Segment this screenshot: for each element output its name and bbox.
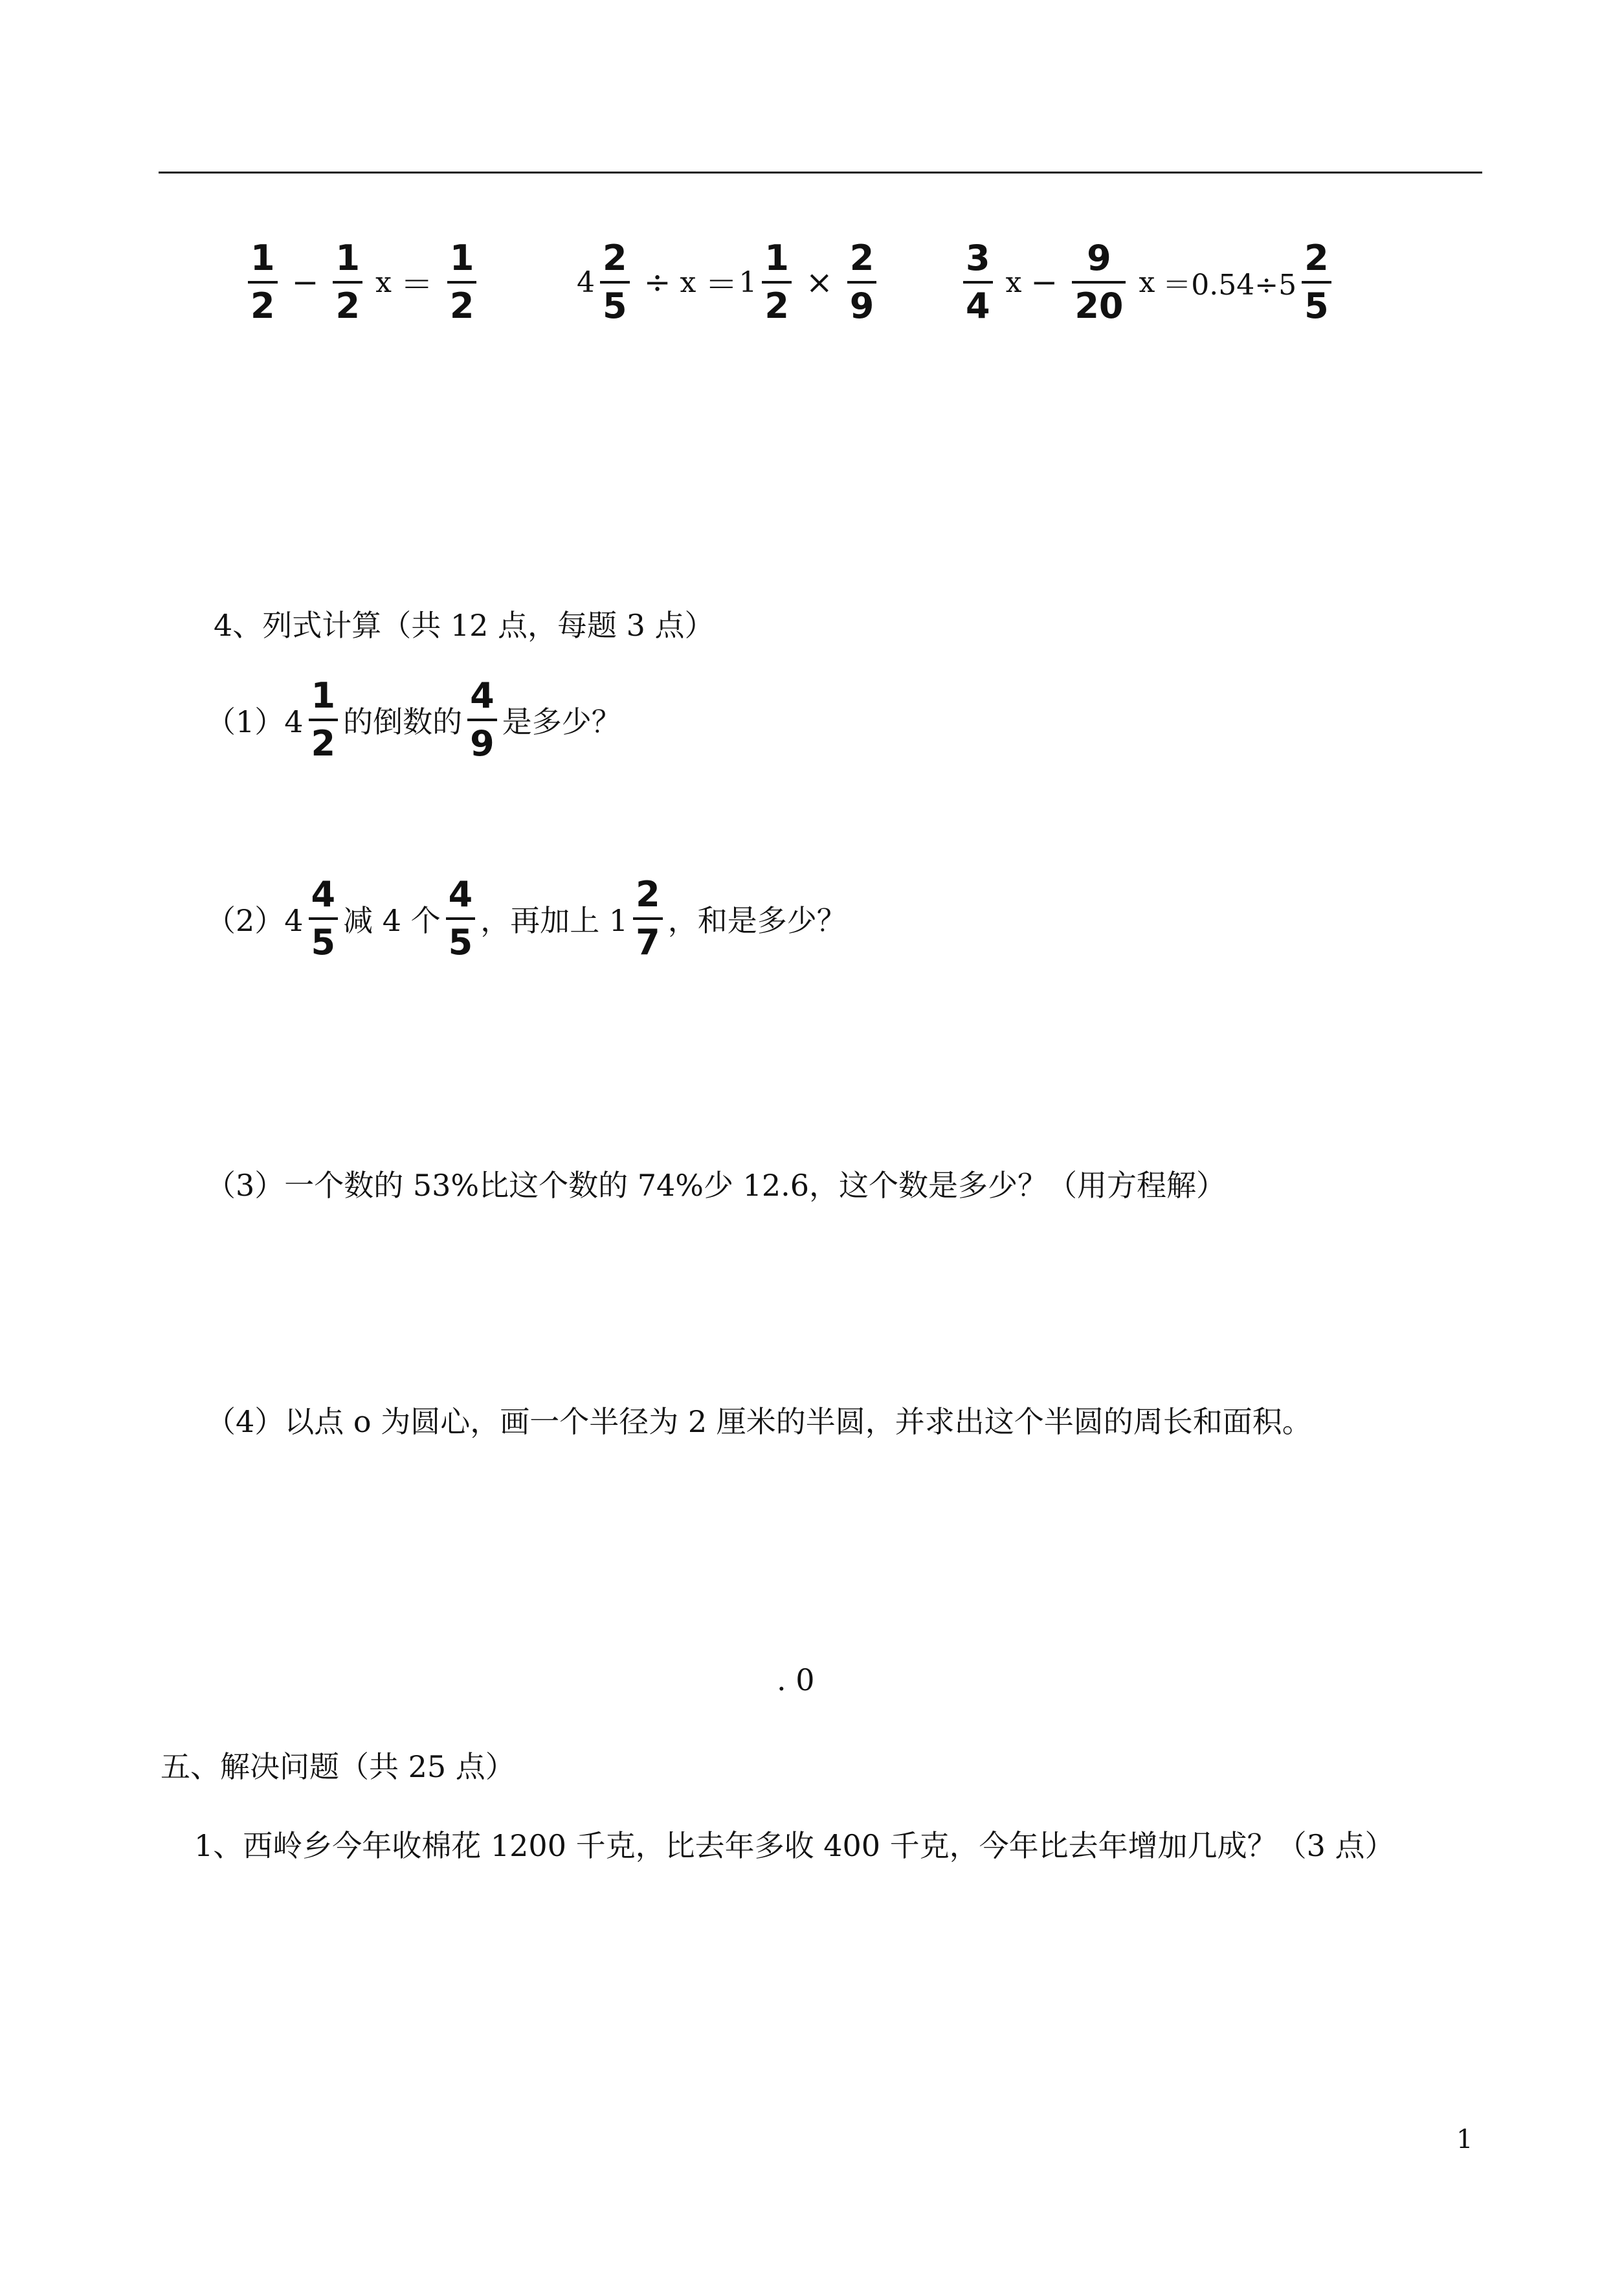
question-4-2 xyxy=(206,874,847,963)
fraction: $\frac{2}{5}$ xyxy=(1302,241,1331,324)
minus-sign: − xyxy=(1030,263,1058,301)
fraction: $\frac{1}{2}$ xyxy=(762,241,792,324)
point-label: . 0 xyxy=(777,1662,815,1697)
equation-3 xyxy=(958,238,1337,326)
variable-x: x xyxy=(1139,265,1155,299)
question-prefix: （2）4 xyxy=(206,903,304,938)
divide-sign: ÷ xyxy=(643,263,671,301)
fraction: $\frac{2}{5}$ xyxy=(600,241,630,324)
fraction: $\frac{2}{9}$ xyxy=(847,241,877,324)
fraction: $\frac{9}{20}$ xyxy=(1072,241,1126,324)
variable-x: x xyxy=(680,265,696,299)
fraction: $\frac{4}{5}$ xyxy=(446,877,476,960)
question-text: 的倒数的 xyxy=(343,704,463,739)
fraction: $\frac{2}{7}$ xyxy=(633,877,663,960)
equals-sign: ＝ xyxy=(400,266,433,304)
fraction: $\frac{4}{5}$ xyxy=(309,877,339,960)
variable-x: x xyxy=(375,265,392,299)
fraction: $\frac{3}{4}$ xyxy=(963,241,993,324)
equation-1 xyxy=(243,238,482,326)
question-5-1: 1、西岭乡今年收棉花 1200 千克，比去年多收 400 千克，今年比去年增加几成？（3 点） xyxy=(194,1828,1395,1863)
question-4-3: （3）一个数的 53%比这个数的 74%少 12.6，这个数是多少？（用方程解） xyxy=(206,1168,1227,1203)
section-5-heading: 五、解决问题（共 25 点） xyxy=(161,1749,515,1784)
page-number: 1 xyxy=(1456,2125,1473,2154)
header-rule xyxy=(159,172,1482,173)
question-text: 减 4 个 xyxy=(343,903,441,938)
variable-x: x xyxy=(1005,265,1022,299)
fraction: $\frac{1}{2}$ xyxy=(447,241,477,324)
fraction: $\frac{1}{2}$ xyxy=(309,678,339,761)
equation-rhs: ＝0.54÷5 xyxy=(1162,269,1297,302)
question-4-1 xyxy=(206,675,621,764)
question-text: ，和是多少？ xyxy=(667,903,847,938)
question-4-4: （4）以点 o 为圆心，画一个半径为 2 厘米的半圆，并求出这个半圆的周长和面积。 xyxy=(206,1404,1312,1439)
question-prefix: （1）4 xyxy=(206,704,304,739)
fraction: $\frac{1}{2}$ xyxy=(333,241,362,324)
minus-sign: − xyxy=(291,263,319,301)
times-sign: × xyxy=(805,263,833,301)
question-text: ，再加上 1 xyxy=(480,903,628,938)
section-4-heading: 4、列式计算（共 12 点，每题 3 点） xyxy=(214,608,715,643)
equals-sign: ＝ xyxy=(705,266,738,304)
equation-2 xyxy=(573,238,882,326)
fraction: $\frac{4}{9}$ xyxy=(467,678,497,761)
fraction: $\frac{1}{2}$ xyxy=(248,241,278,324)
question-text: 是多少？ xyxy=(502,704,621,739)
whole-number: 4 xyxy=(577,265,595,299)
whole-number: 1 xyxy=(739,265,757,299)
